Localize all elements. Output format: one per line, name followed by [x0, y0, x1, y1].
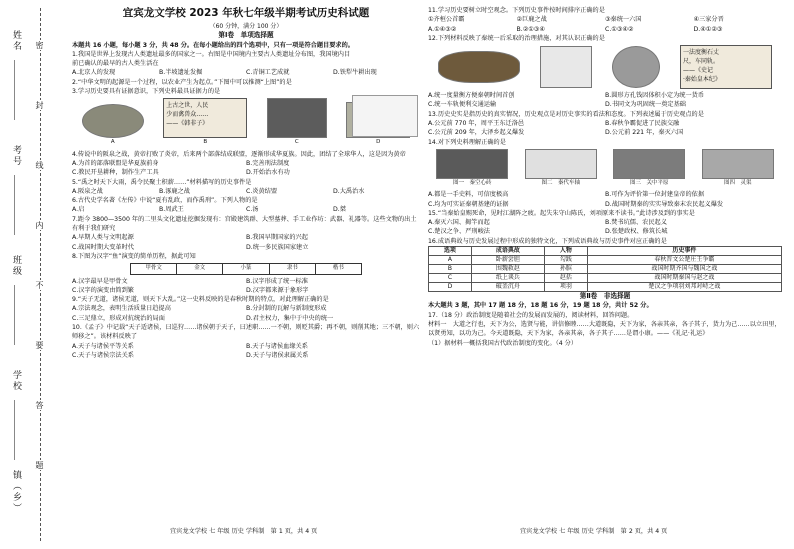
option: D.天子与诸侯隶属关系: [246, 351, 309, 359]
question-11-items: [428, 15, 782, 24]
question-17-subquestion: （1）据材料一概括我国古代政治制度的变化。（4 分）: [428, 339, 578, 347]
question-6: 6.古代史学名著《左传》中说“夏有乱政，而作禹刑”。下列人物的是: [72, 197, 258, 205]
table-cell: 春秋晋文公楚庄王争霸: [587, 256, 781, 265]
option: B.圆形方孔钱因体积小定为统一货币: [605, 92, 705, 100]
script-stage: 小篆: [223, 264, 269, 273]
option: C.汉字的演变由简到繁: [72, 286, 134, 294]
option: A.秦灭六国、揭竿而起: [428, 219, 490, 227]
table-cell: 纸上谈兵: [471, 274, 544, 283]
option: A.阪泉之战: [72, 187, 103, 195]
table-header: 人物: [545, 247, 588, 256]
option: A.公元前 770 年，周平王东迁洛邑: [428, 120, 525, 128]
option: B.完善刑法制度: [246, 159, 290, 167]
table-cell: 赵括: [545, 274, 588, 283]
table-cell: 勾践: [545, 256, 588, 265]
measuring-vessel-image: [438, 51, 520, 83]
figure-2: [525, 149, 597, 188]
option: B.②①③④: [516, 25, 545, 33]
table-row: [429, 274, 782, 283]
fish-character-evolution: [130, 263, 362, 274]
caption-c: C: [294, 139, 299, 146]
option: A.为首的部落联盟是华夏族前身: [72, 159, 159, 167]
shiji-quote-scroll: [680, 45, 772, 89]
town-label: 镇（乡）: [11, 470, 21, 514]
question-11: 11.学习历史要树立时空观念。下列历史事件按时间排序正确的是: [428, 7, 605, 14]
option: C.战国时期大变革时代: [72, 243, 134, 251]
page-1-footer: 宜宾龙文学校 七 年级 历史 学科制 第 1 页，共 4 页: [170, 528, 318, 535]
table-cell: B: [429, 265, 472, 274]
question-2: 2.“中华文明的起源是一个过程，以农业产生为起点。”下图中可以推测“上图”的是: [72, 78, 292, 86]
question-14-options: [428, 190, 782, 209]
exam-number-label: 考号: [11, 145, 21, 167]
question-4-options: [72, 159, 420, 178]
option: D.铁犁牛耕出现: [333, 69, 377, 77]
option: D.书同文为巩固统一奠定基础: [605, 101, 686, 109]
question-17: 17.（18 分）政治制度是随着社会的发展而发展的，阅读材料，回答问题。: [428, 311, 634, 319]
question-8-options: [72, 277, 420, 296]
option: B.汉字形成了统一标准: [246, 277, 308, 285]
quote-scroll: [163, 98, 247, 138]
question-10-options: [72, 342, 420, 361]
option: A.北京人的发现: [72, 69, 116, 77]
question-12-images: [428, 45, 782, 89]
section-2-instructions: 本大题共 3 题，其中 17 题 18 分，18 题 16 分，19 题 18 分，共计 52 分。: [428, 302, 653, 310]
option: C.①③④②: [605, 25, 634, 33]
script-stage: 楷书: [332, 265, 344, 272]
table-row: [429, 256, 782, 265]
china-map-image: [352, 95, 418, 137]
figure-caption: 图三 关中平原: [629, 179, 669, 186]
image-a: [82, 104, 144, 147]
exam-page-2: [428, 6, 782, 348]
caption-d: D: [376, 139, 381, 146]
option: B.我国早期国家的兴起: [246, 234, 308, 242]
option: B.分封制的瓦解与新制度形成: [246, 305, 327, 313]
option: A.宗法观念，表明生活质量日趋提高: [72, 305, 171, 313]
seal-word: 密: [35, 41, 44, 49]
option: D.大禹治水: [333, 187, 365, 195]
option: D.④①②③: [693, 25, 723, 33]
question-12: 12.下列材料反映了秦统一后采取的治理措施，对其认识正确的是: [428, 34, 605, 42]
class-label: 班级: [11, 255, 21, 277]
option: B.可作为评价第一位封建皇帝的依据: [605, 191, 705, 199]
question-1: 1.我国是世界上发现古人类遗址最多的国家之一。右图是中国境内主要古人类遗址分布图，我国境内目前已确认的最早的古人类生活在: [72, 50, 351, 68]
event-item: ③秦统一六国: [605, 16, 642, 24]
table-row: [429, 265, 782, 274]
option: C.统一车轨便利交通运输: [428, 101, 497, 109]
question-13-options: [428, 119, 782, 138]
question-12-options: [428, 91, 782, 110]
scroll-line: ——《史记: [683, 67, 714, 75]
exam-title: 宜宾龙文学校 2023 年秋七年级半期考试历史科试题: [122, 7, 370, 19]
exam-page-1: [72, 6, 420, 360]
image-c: [267, 98, 327, 147]
figure-4: [702, 149, 774, 188]
question-13: 13.历史史实是指历史的真实情况，历史观点是对历史事实的看法和态度。下列表述属于历史观点的是: [428, 110, 704, 118]
question-17-material: 材料一 大道之行也，天下为公，选贤与能，讲信修睦……大道既隐，天下为家，各亲其亲，各子其子，货力为己……以立田里，以贤勇知，以功为己。今天道既隐，天下为家，各亲其亲，各子其子……是谓小康。——《礼记·礼运》: [428, 320, 781, 338]
bronze-artifact-image: [82, 104, 144, 138]
section-1-heading: 第Ⅰ卷 单项选择题: [218, 31, 274, 40]
school-label: 学校: [11, 370, 21, 392]
event-item: ④三家分晋: [693, 16, 724, 24]
question-3: 3.学习历史要具有证据意识，下列史料最具证据力的是: [72, 88, 221, 96]
coin-image: [612, 46, 660, 88]
seal-word: 答: [35, 401, 44, 409]
table-cell: 围魏救赵: [471, 265, 544, 274]
hollow-brick-image: [436, 149, 508, 179]
question-11-options: [428, 25, 782, 34]
option: C.天子与诸侯宗法关系: [72, 351, 134, 359]
section-1-instructions: 本题共 16 小题，每小题 3 分，共 48 分。在每小题给出的四个选项中，只有一项是符合题目要求的。: [72, 41, 354, 49]
table-cell: 楚汉之争项羽刘邦对峙之战: [587, 283, 781, 292]
question-16-table: [428, 246, 782, 292]
question-1-options: [72, 68, 420, 77]
scroll-line: ·秦始皇本纪》: [683, 76, 721, 84]
seal-word: 题: [35, 461, 44, 469]
question-15-options: [428, 218, 782, 237]
question-4: 4.传说中的阪泉之战，黄帝打败了炎帝，后来两个部落结成联盟，逐渐形成华夏族。因此，团结了全球华人，这是因为黄帝: [72, 150, 406, 158]
figure-1: [436, 149, 508, 188]
axle-image: [525, 149, 597, 179]
canal-image: [702, 149, 774, 179]
option: C.炎黄结盟: [246, 187, 278, 195]
question-5: 5.“禹之时天下大雨，禹令民聚土积薪……”材料描写的历史事件是: [72, 178, 252, 186]
figure-caption: 图二 秦代车轴: [541, 179, 580, 186]
plain-image: [613, 149, 685, 179]
seal-word: 线: [35, 161, 44, 169]
option: C.公元前 209 年，大泽乡起义爆发: [428, 129, 525, 137]
question-16: 16.成语典故与历史发展过程中形成的独特文化，下列成语典故与历史事件对应正确的是: [428, 237, 667, 245]
script-stage: 甲骨文: [131, 264, 177, 273]
option: A.启: [72, 206, 85, 214]
option: B.周武王: [159, 206, 184, 214]
question-8: 8.下图为汉字“鱼”演变的简单历程，据此可知: [72, 252, 196, 260]
option: C.青铜工艺成就: [246, 69, 290, 77]
scroll-line: ——《韩非子》: [166, 120, 209, 128]
table-cell: 卧薪尝胆: [471, 256, 544, 265]
question-7: 7.距今 3800—3500 年的二里头文化遗址挖掘发现有：宫殿建筑群、大型墓葬、手工业作坊：武器、礼器等。这些文物的出土有利于我们研究: [72, 215, 417, 233]
event-item: ①齐桓公首霸: [428, 16, 465, 24]
class-underline: [14, 285, 15, 345]
option: A.都是一手史料，可信度极高: [428, 191, 509, 199]
table-cell: 破釜沉舟: [471, 283, 544, 292]
question-14: 14.对下列史料理解正确的是: [428, 138, 506, 146]
option: A.统一度量衡方便秦朝时间首创: [428, 92, 515, 100]
option: A.天子与诸侯平等关系: [72, 342, 134, 350]
option: B.涿鹿之战: [159, 187, 190, 195]
page-2-footer: 宜宾龙文学校 七 年级 历史 学科制 第 2 页，共 4 页: [520, 528, 668, 535]
school-underline: [14, 400, 15, 460]
table-header-row: [429, 247, 782, 256]
option: B.春秋争霸促进了民族交融: [605, 120, 680, 128]
table-header: 选项: [429, 247, 472, 256]
option: B.半坡遗址发掘: [159, 69, 203, 77]
option: D.张楚政权、修筑长城: [605, 228, 668, 236]
question-9-options: [72, 304, 420, 323]
option: B.天子与诸侯血缘关系: [246, 342, 308, 350]
option: D.公元前 221 年，秦灭六国: [605, 129, 684, 137]
section-2-heading: 第Ⅱ卷 非选择题: [579, 292, 631, 301]
seal-word: 封: [35, 101, 44, 109]
question-7-options: [72, 233, 420, 252]
scroll-line: 尺，车同轨。: [683, 58, 720, 66]
seal-word: 要: [35, 341, 44, 349]
binding-margin: [0, 0, 66, 549]
caption-b: B: [203, 139, 208, 146]
figure-caption: 图一 秦空心砖: [452, 179, 492, 186]
animal-statue-image: [267, 98, 327, 138]
table-cell: 战国时期齐国与魏国之战: [587, 265, 781, 274]
figure-caption: 图四 灵渠: [723, 179, 752, 186]
option: B.焚书坑儒、农民起义: [605, 219, 667, 227]
option: A.①④③②: [428, 25, 457, 33]
seal-word: 内: [35, 221, 44, 229]
table-cell: 战国时期秦国与赵之战: [587, 274, 781, 283]
script-stage: 金文: [177, 264, 223, 273]
table-cell: D: [429, 283, 472, 292]
name-underline: [14, 60, 15, 120]
option: D.统一多民族国家建立: [246, 243, 309, 251]
table-cell: A: [429, 256, 472, 265]
option: D.君主权力，集中于中央的统一: [246, 314, 334, 322]
option: D.战国时期秦的实实导致秦末农民起义爆发: [605, 200, 724, 208]
question-10: 10.《孟子》中记载“天子适诸侯，曰巡狩……诸侯朝于天子，曰述职……一不朝，则贬其爵；再不朝，则削其地；三不朝，则六师移之”。该材料反映了: [72, 324, 420, 341]
option: C.教民开垦耕种，制作生产工具: [72, 169, 159, 177]
event-item: ②巨鹿之战: [516, 16, 547, 24]
question-6-options: [72, 205, 420, 214]
scroll-line: 上古之世，人民: [166, 102, 209, 110]
scroll-line: 一法度衡石丈: [683, 49, 720, 57]
question-9: 9.“天子无道，诸侯无道，则天下大乱。”这一史料反映的是春秋时期的特点，对此理解正确的是: [72, 296, 329, 304]
option: C.楚汉之争、严刑峻法: [428, 228, 490, 236]
option: C.均为可实证秦朝基建的证据: [428, 200, 509, 208]
option: D.汉字都来源于象形字: [246, 286, 309, 294]
question-15: 15.“当秦始皇赐死命，见时江湖阵之疲。起失朱守山陈氏，刘項原来不读书。”此诗涉及到的事实是: [428, 209, 695, 217]
scroll-line: 少而禽兽众……: [166, 111, 209, 119]
table-cell: 孙膑: [545, 265, 588, 274]
table-cell: 项羽: [545, 283, 588, 292]
name-label: 姓名: [11, 30, 21, 52]
option: C.三足鼎立，形成对抗统治的局面: [72, 314, 165, 322]
option: D.开始治水有功: [246, 169, 290, 177]
road-diagram-image: [540, 46, 592, 88]
question-14-images: [428, 149, 782, 188]
table-header: 历史事件: [587, 247, 781, 256]
table-cell: C: [429, 274, 472, 283]
option: A.汉字最早是甲骨文: [72, 277, 128, 285]
exam-duration: （60 分钟，满分 100 分）: [209, 23, 283, 30]
option: A.早期人类与文明起源: [72, 234, 134, 242]
seal-word: 不: [35, 281, 44, 289]
figure-3: [613, 149, 685, 188]
exam-number-underline: [14, 175, 15, 235]
option: C.汤: [246, 206, 259, 214]
table-row: [429, 283, 782, 292]
caption-a: A: [110, 139, 115, 146]
table-header: 成语典故: [471, 247, 544, 256]
image-b: [163, 98, 247, 147]
script-stage: 隶书: [270, 264, 316, 273]
option: D.桀: [333, 206, 346, 214]
question-5-options: [72, 187, 420, 196]
